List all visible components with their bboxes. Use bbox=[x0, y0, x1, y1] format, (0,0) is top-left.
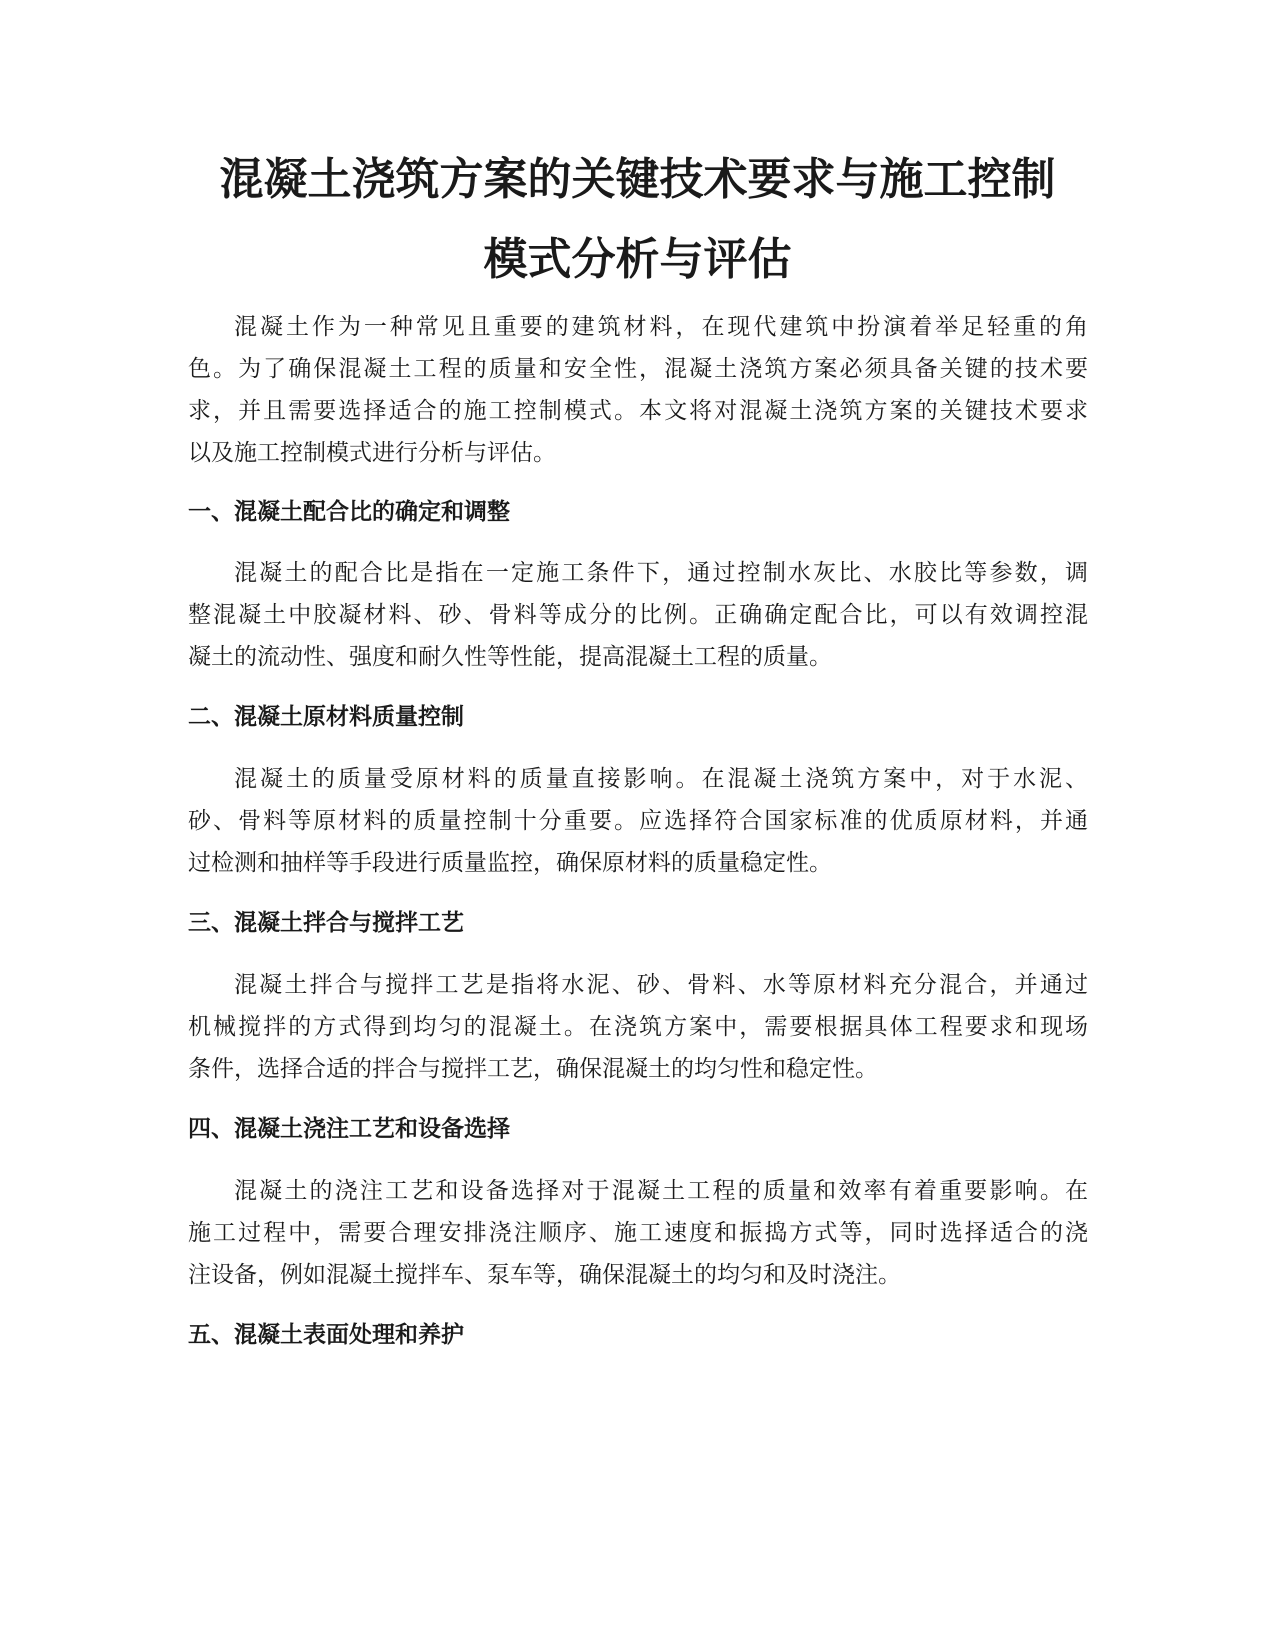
paragraph-line: 凝土的流动性、强度和耐久性等性能，提高混凝土工程的质量。 bbox=[188, 644, 832, 670]
document-title-line-1: 混凝土浇筑方案的关键技术要求与施工控制 bbox=[219, 154, 1056, 205]
paragraph-line: 机械搅拌的方式得到均匀的混凝土。在浇筑方案中，需要根据具体工程要求和现场 bbox=[188, 1014, 1088, 1040]
paragraph-line: 施工过程中，需要合理安排浇注顺序、施工速度和振捣方式等，同时选择适合的浇 bbox=[188, 1220, 1088, 1246]
section-heading-2: 二、混凝土原材料质量控制 bbox=[188, 704, 464, 730]
paragraph-line: 条件，选择合适的拌合与搅拌工艺，确保混凝土的均匀性和稳定性。 bbox=[188, 1056, 878, 1082]
paragraph-line: 混凝土的配合比是指在一定施工条件下，通过控制水灰比、水胶比等参数，调 bbox=[234, 560, 1088, 586]
paragraph-line: 混凝土拌合与搅拌工艺是指将水泥、砂、骨料、水等原材料充分混合，并通过 bbox=[234, 972, 1088, 998]
paragraph-line: 注设备，例如混凝土搅拌车、泵车等，确保混凝土的均匀和及时浇注。 bbox=[188, 1262, 901, 1288]
intro-paragraph bbox=[188, 306, 1088, 474]
paragraph-line: 混凝土的浇注工艺和设备选择对于混凝土工程的质量和效率有着重要影响。在 bbox=[234, 1178, 1088, 1204]
section-paragraph-4 bbox=[188, 1170, 1088, 1296]
section-paragraph-1 bbox=[188, 552, 1088, 678]
paragraph-line: 色。为了确保混凝土工程的质量和安全性，混凝土浇筑方案必须具备关键的技术要 bbox=[188, 356, 1088, 382]
paragraph-line: 整混凝土中胶凝材料、砂、骨料等成分的比例。正确确定配合比，可以有效调控混 bbox=[188, 602, 1088, 628]
paragraph-line: 过检测和抽样等手段进行质量监控，确保原材料的质量稳定性。 bbox=[188, 850, 832, 876]
document-title-line-2: 模式分析与评估 bbox=[483, 234, 792, 285]
paragraph-line: 混凝土作为一种常见且重要的建筑材料，在现代建筑中扮演着举足轻重的角 bbox=[234, 314, 1088, 340]
section-heading-3: 三、混凝土拌合与搅拌工艺 bbox=[188, 910, 464, 936]
paragraph-line: 求，并且需要选择适合的施工控制模式。本文将对混凝土浇筑方案的关键技术要求 bbox=[188, 398, 1088, 424]
section-heading-1: 一、混凝土配合比的确定和调整 bbox=[188, 499, 510, 525]
section-paragraph-2 bbox=[188, 758, 1088, 884]
paragraph-line: 混凝土的质量受原材料的质量直接影响。在混凝土浇筑方案中，对于水泥、 bbox=[234, 766, 1088, 792]
section-paragraph-3 bbox=[188, 964, 1088, 1090]
section-heading-4: 四、混凝土浇注工艺和设备选择 bbox=[188, 1116, 510, 1142]
paragraph-line: 以及施工控制模式进行分析与评估。 bbox=[188, 440, 556, 466]
paragraph-line: 砂、骨料等原材料的质量控制十分重要。应选择符合国家标准的优质原材料，并通 bbox=[188, 808, 1088, 834]
section-heading-5: 五、混凝土表面处理和养护 bbox=[188, 1322, 464, 1348]
